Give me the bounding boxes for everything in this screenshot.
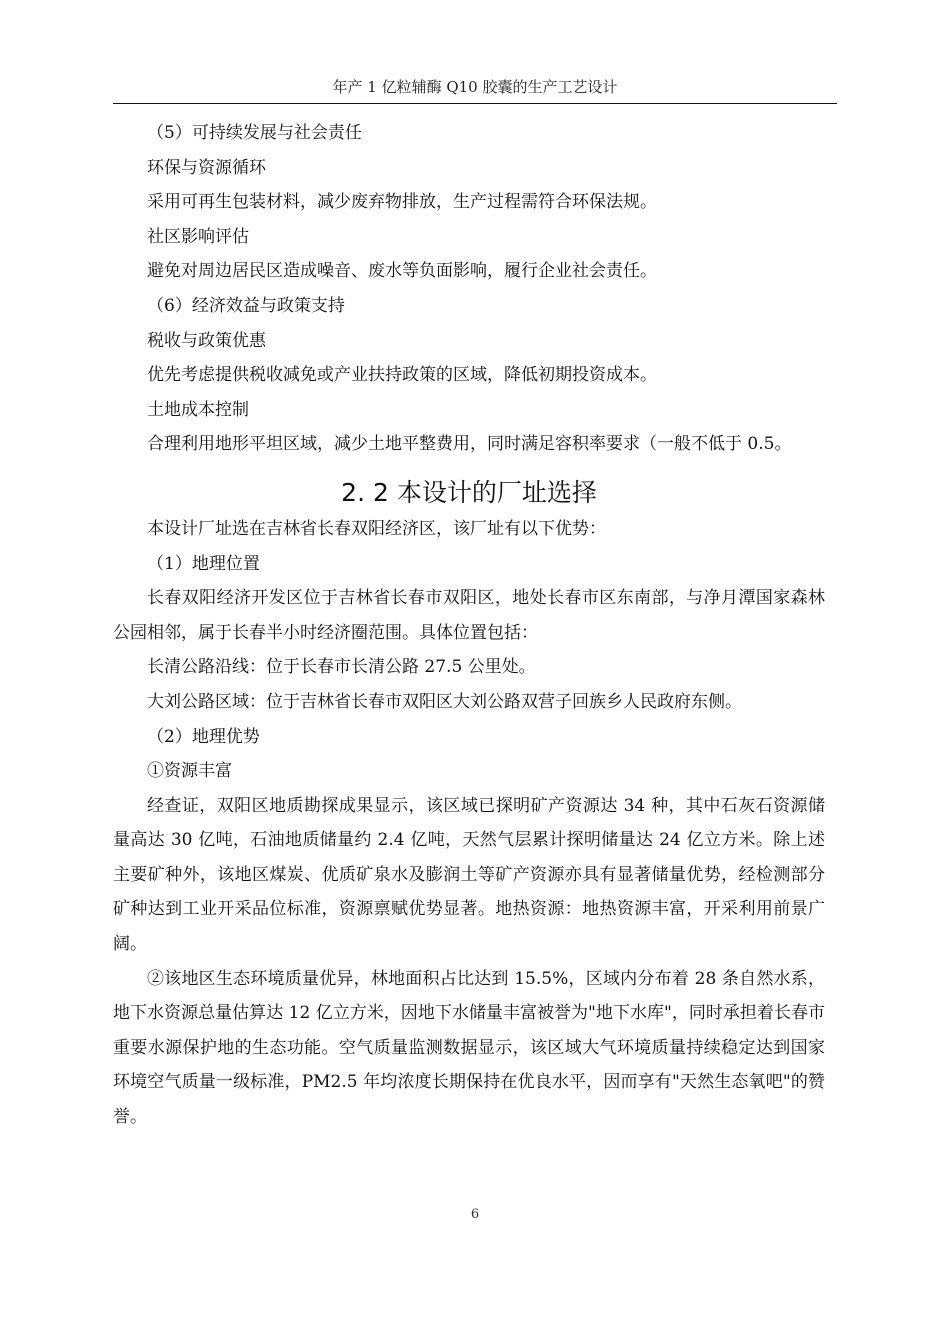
paragraph-tax: 优先考虑提供税收减免或产业扶持政策的区域，降低初期投资成本。 bbox=[147, 365, 657, 386]
page-number: 6 bbox=[470, 1207, 480, 1222]
paragraph-changqing-road: 长清公路沿线：位于长春市长清公路 27.5 公里处。 bbox=[147, 657, 536, 678]
paragraph-environment: 采用可再生包装材料，减少废弃物排放，生产过程需符合环保法规。 bbox=[147, 192, 657, 213]
item-title-tax: 税收与政策优惠 bbox=[147, 330, 266, 351]
item-title-land-cost: 土地成本控制 bbox=[147, 399, 249, 420]
item-title-environment: 环保与资源循环 bbox=[147, 157, 266, 178]
subsection-title-location: （1）地理位置 bbox=[147, 553, 260, 574]
subsection-title-advantages: （2）地理优势 bbox=[147, 726, 260, 747]
paragraph-land-cost: 合理利用地形平坦区域，减少土地平整费用，同时满足容积率要求（一般不低于 0.5。 bbox=[147, 434, 792, 455]
item-title-resources: ①资源丰富 bbox=[147, 761, 232, 782]
page-body bbox=[113, 116, 825, 1135]
paragraph-ecology: ②该地区生态环境质量优异，林地面积占比达到 15.5%，区域内分布着 28 条自然水系，地下水资源总量估算达 12 亿立方米，因地下水储量丰富被誉为"地下水库"，同时承担着长春市重要水源保护地的生态功能。空气质量监测数据显示，该区域大气环境质量持续稳定达到国家环境空气质量一级标准，PM2.5 年均浓度长期保持在优良水平，因而享有"天然生态氧吧"的赞誉。 bbox=[113, 968, 825, 1128]
item-title-community: 社区影响评估 bbox=[147, 226, 249, 247]
paragraph-community: 避免对周边居民区造成噪音、废水等负面影响，履行企业社会责任。 bbox=[147, 261, 657, 282]
section-heading-site-selection: 2. 2 本设计的厂址选择 bbox=[341, 477, 597, 507]
paragraph-location: 长春双阳经济开发区位于吉林省长春市双阳区，地处长春市区东南部，与净月潭国家森林公园相邻，属于长春半小时经济圈范围。具体位置包括： bbox=[113, 588, 825, 643]
subsection-title-sustainability: （5）可持续发展与社会责任 bbox=[147, 123, 362, 143]
paragraph-resources: 经查证，双阳区地质勘探成果显示，该区域已探明矿产资源达 34 种，其中石灰石资源储量高达 30 亿吨，石油地质储量约 2.4 亿吨，天然气层累计探明储量达 24 亿立方米。除上述主要矿种外，该地区煤炭、优质矿泉水及膨润土等矿产资源亦具有显著储量优势，经检测部分矿种达到工业开采品位标准，资源禀赋优势显著。地热资源：地热资源丰富，开采利用前景广阔。 bbox=[113, 795, 825, 955]
running-header: 年产 1 亿粒辅酶 Q10 胶囊的生产工艺设计 bbox=[332, 78, 618, 96]
header-rule bbox=[113, 103, 837, 104]
paragraph-site-intro: 本设计厂址选在吉林省长春双阳经济区，该厂址有以下优势： bbox=[147, 518, 606, 539]
subsection-title-economics: （6）经济效益与政策支持 bbox=[147, 295, 345, 316]
paragraph-daliu-road: 大刘公路区域：位于吉林省长春市双阳区大刘公路双营子回族乡人民政府东侧。 bbox=[147, 691, 742, 712]
